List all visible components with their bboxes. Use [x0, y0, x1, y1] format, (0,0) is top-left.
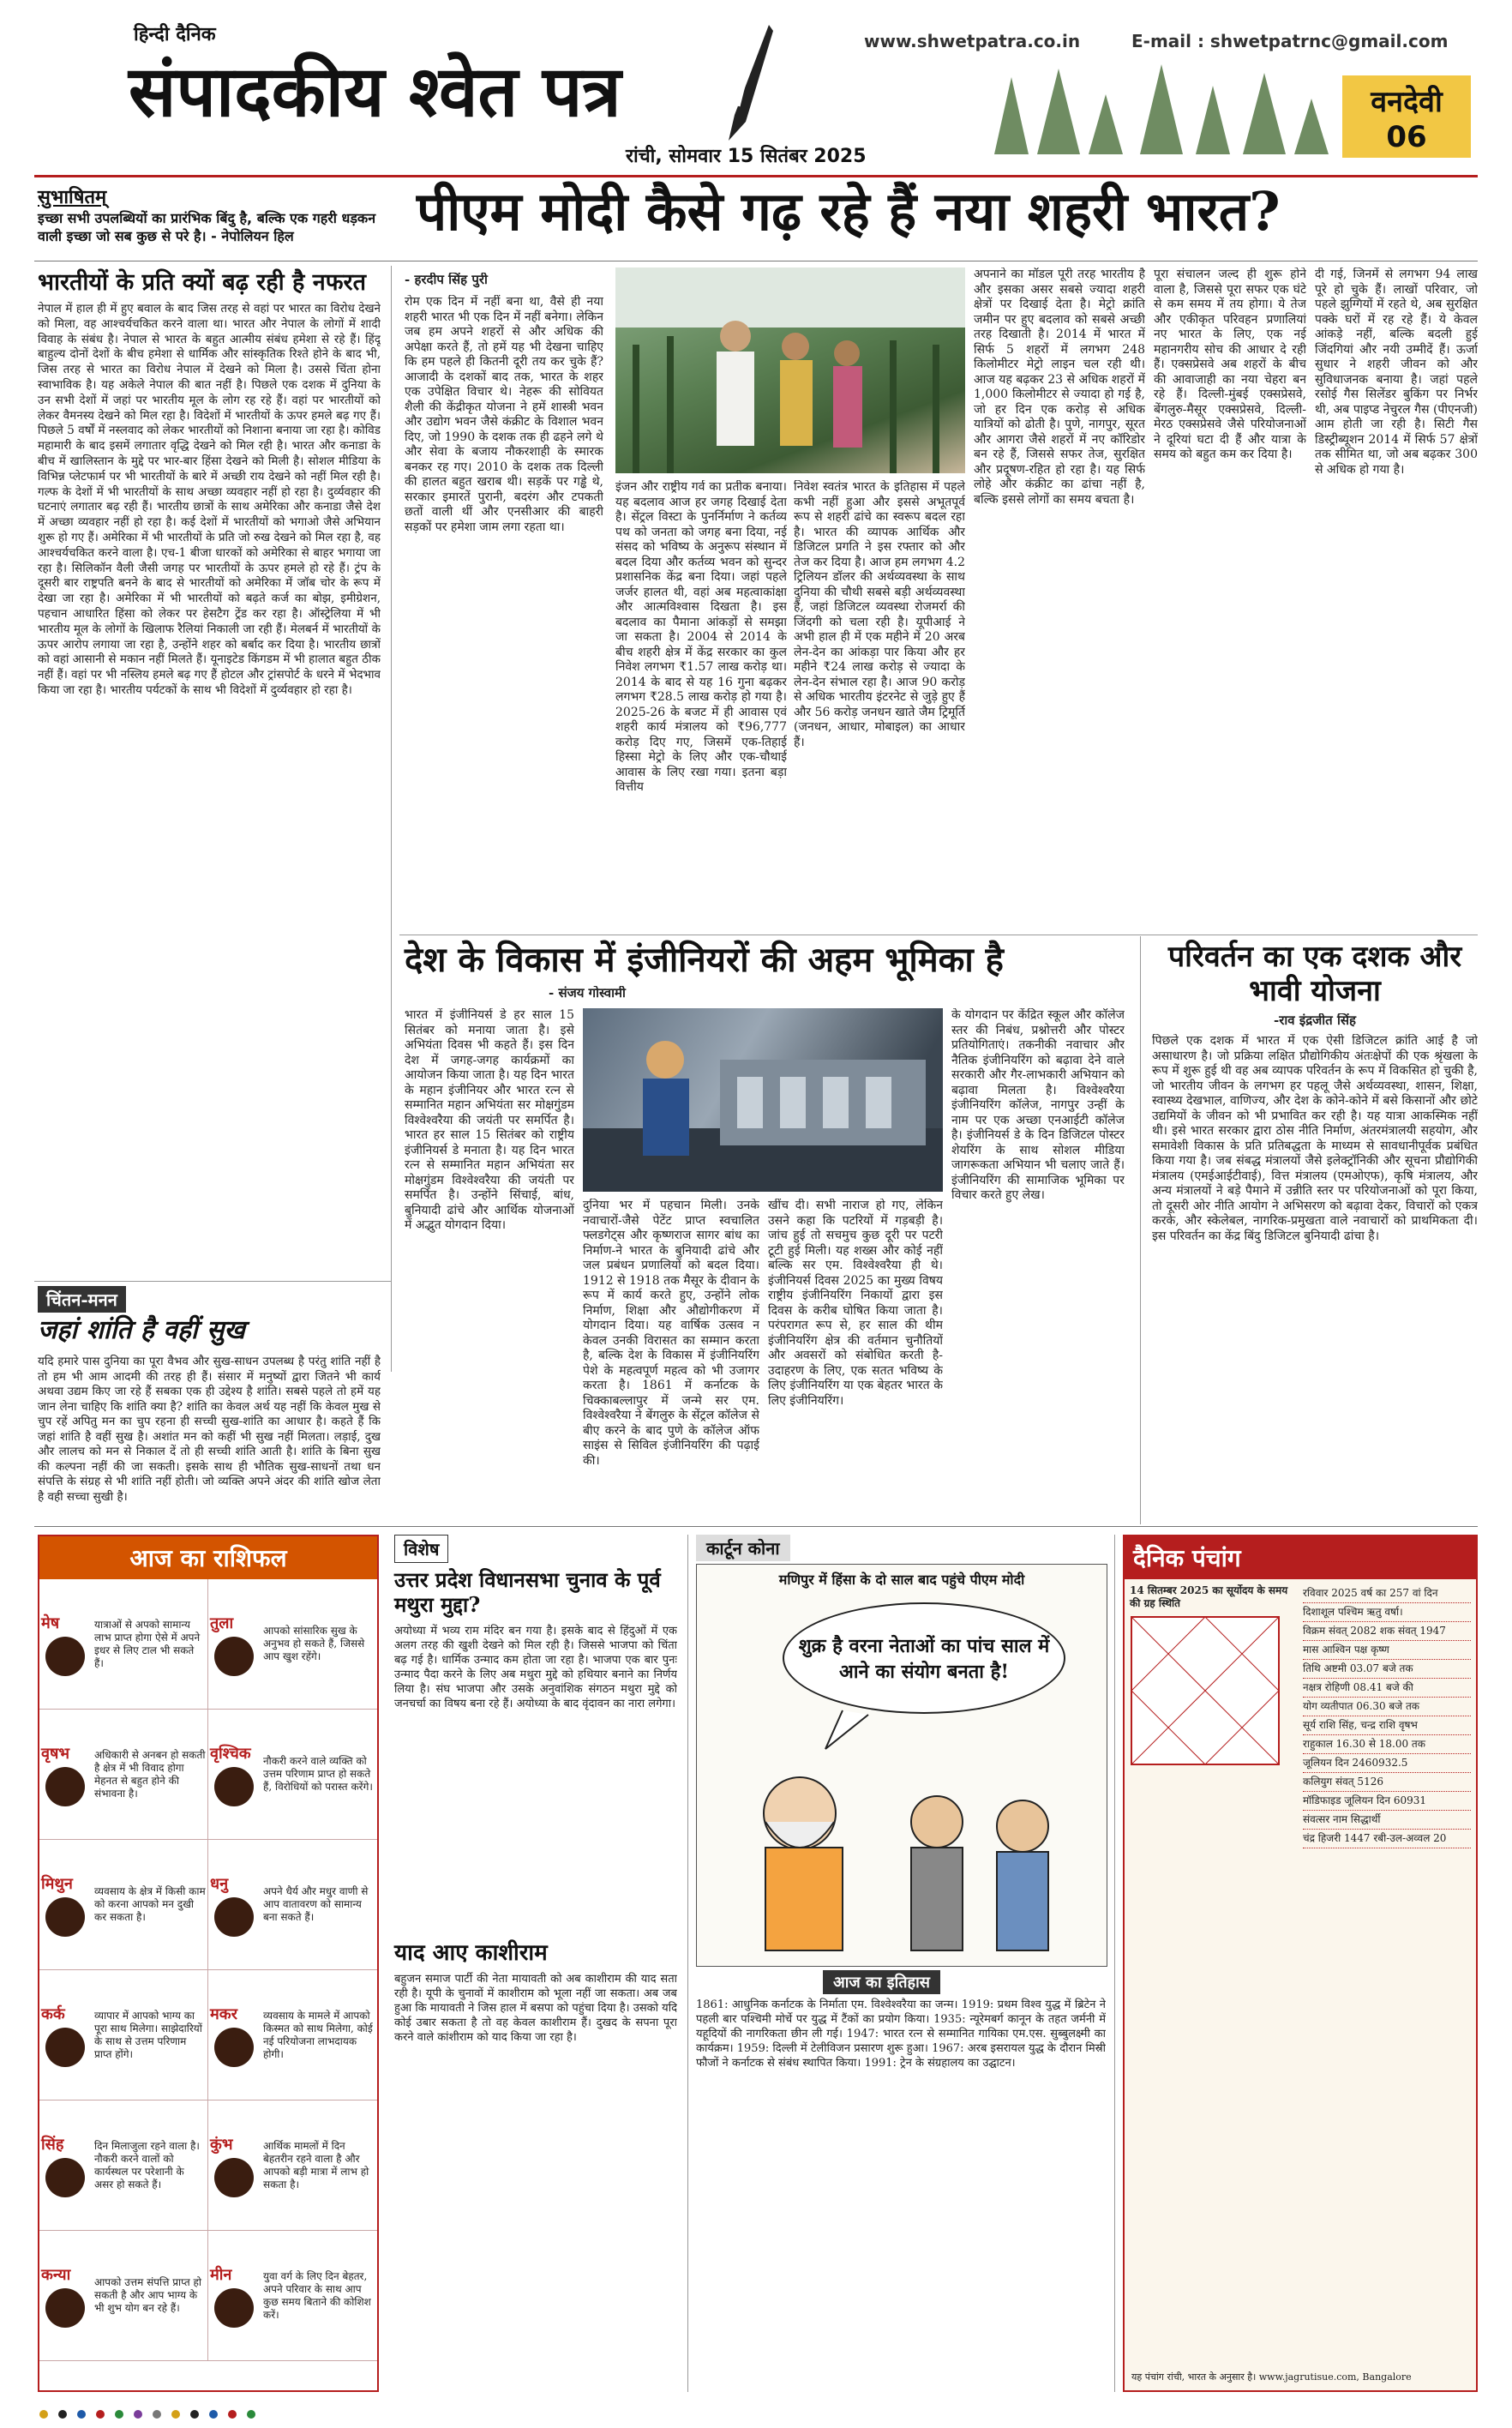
engineers-body-3: खींच दी। सभी नाराज हो गए, लेकिन उसने कहा कि पटरियों में गड़बड़ी है। जांच हुई तो सचमुच कुछ दूरी पर पटरी टूटी हुई मिली। यह शख्स और कोई नहीं बल्कि सर एम. विश्वेश्वरैया ही थे। इंजीनियर्स दिवस 2025 का मुख्य विषय राष्ट्रीय इंजीनियरिंग निकायों द्वारा इस दिवस के करीब घोषित किया जाता है। परंपरागत रूप से, हर साल की थीम इंजीनियरिंग क्षेत्र की वर्तमान चुनौतियों और अवसरों को संबोधित करती है- उदाहरण के लिए, एक सतत भविष्य के लिए इंजीनियरिंग या एक बेहतर भारत के लिए इंजीनियरिंग।: [768, 1199, 943, 1408]
rashi-name: तुला: [210, 1614, 234, 1632]
registration-dot: [190, 2410, 199, 2419]
modi-body-3: निवेश स्वतंत्र भारत के इतिहास में पहले कभी नहीं हुआ और इससे अभूतपूर्व रूप से शहरी ढांचे का स्वरूप बदल रहा है। भारत की व्यापक आर्थिक और डिजिटल प्रगति ने इस रफ्तार को और तेज कर दिया है। आज हम लगभग 4.2 ट्रिलियन डॉलर की अर्थव्यवस्था के साथ दुनिया की चौथी सबसे बड़ी अर्थव्यवस्था हैं, जहां डिजिटल व्यवस्था रोजमर्रा की जिंदगी को चला रही है। यूपीआई ने अभी हाल ही में एक महीने में 20 अरब लेन-देन का आंकड़ा पार किया और हर महीने ₹24 लाख करोड़ से ज्यादा के लेन-देन संभाल रहा है। आज 90 करोड़ से अधिक भारतीय इंटरनेट से जुड़े हुए हैं और 56 करोड़ जनधन खाते जैम ट्रिमूर्ति (जनधन, आधार, मोबाइल) का आधार हैं।: [794, 480, 965, 749]
registration-dot: [171, 2410, 180, 2419]
kanshiram-body: बहुजन समाज पार्टी की नेता मायावती को अब काशीराम की याद सता रही है। यूपी के चुनावों में काशीराम को भूला नहीं जा सकता। अब जब हुआ कि मायावती ने जिस हाल में बसपा को पहुंचा दिया है। उसको यदि कोई उबार सकता है तो वह केवल काशीराम हैं। दुखद के सपना पूरा करने वाले कांशीराम को याद किया जा रहा है।: [394, 1973, 677, 2044]
panchang-footer: यह पंचांग रांची, भारत के अनुसार है। www.jagrutisue.com, Bangalore: [1131, 2371, 1412, 2383]
rashi-item: [208, 1579, 377, 1710]
rashi-text: यात्राओं से अपको सामान्य लाभ प्राप्त होगा ऐसे में अपने इधर से लिए टाल भी सकते हैं।: [94, 1618, 201, 1669]
rashi-name: कर्क: [41, 2004, 65, 2023]
up-body: अयोध्या में भव्य राम मंदिर बन गया है। इसके बाद से हिंदुओं में एक अलग तरह की खुशी देखने को मिल रही है। जिससे भाजपा को चिंता बढ़ गई है। धार्मिक उन्माद कम होता जा रहा है। भाजपा एक बार पुनः उन्माद पैदा करने के लिए अब मथुरा मुद्दे को हथियार बनाने का निर्णय लिया है। संघ भाजपा और उसके अनुवांशिक संगठन मथुरा मुद्दे को जनचर्चा का विषय बना रहे हैं। अयोध्या के बाद वृंदावन का नारा लगेगा।: [394, 1625, 677, 1710]
registration-dot: [58, 2410, 67, 2419]
rashi-text: व्यवसाय के क्षेत्र में किसी काम को करना आपको मन दुखी कर सकता है।: [94, 1885, 206, 1923]
zodiac-icon: [45, 2288, 85, 2328]
horoscope-chart: [1130, 1615, 1281, 1766]
cartoon-panel: [696, 1564, 1107, 1967]
panchang-line: कलियुग संवत् 5126: [1303, 1773, 1471, 1792]
rashi-name: कुंभ: [210, 2135, 233, 2154]
panchang-line: सूर्य राशि सिंह, चन्द्र राशि वृषभ: [1303, 1716, 1471, 1735]
rashifal-box: [38, 1535, 379, 2392]
engineer-photo: [583, 1008, 943, 1192]
rashi-text: अपने धैर्य और मधुर वाणी से आप वातावरण को सामान्य बना सकते हैं।: [263, 1885, 369, 1923]
up-title: उत्तर प्रदेश विधानसभा चुनाव के पूर्व मथुरा मुद्दा?: [394, 1567, 661, 1617]
rashi-text: युवा वर्ग के लिए दिन बेहतर, अपने परिवार के साथ आप कुछ समय बिताने की कोशिश करें।: [263, 2269, 371, 2321]
rashi-name: कन्या: [41, 2265, 71, 2284]
zodiac-icon: [45, 1767, 85, 1806]
section-badge: [1342, 75, 1471, 158]
modi-body-6: दी गई, जिनमें से लगभग 94 लाख पूरे हो चुके हैं। लाखों परिवार, जो पहले झुग्गियों में रहते थे, अब सुरक्षित पक्के घरों में रह रहे हैं। ये केवल आंकड़े नहीं, बल्कि बदली हुई जिंदगियां और नयी उम्मीदें हैं। ऊर्जा सुधार ने शहरी जीवन को और सुविधाजनक बनाया है। जहां पहले रसोई गैस सिलेंडर बुकिंग पर निर्भर थी, अब पाइप्ड नेचुरल गैस (पीएनजी) आम होती जा रही है। सिटी गैस डिस्ट्रीब्यूशन 2014 में सिर्फ 57 क्षेत्रों तक सीमित था, जो अब बढ़कर 300 से अधिक हो गया है।: [1315, 267, 1478, 477]
rashi-name: वृषभ: [41, 1744, 70, 1763]
registration-dot: [134, 2410, 142, 2419]
panchang-line: रविवार 2025 वर्ष का 257 वां दिन: [1303, 1584, 1471, 1603]
cartoon-caption: मणिपुर में हिंसा के दो साल बाद पहुंचे पीएम मोदी: [778, 1572, 1025, 1588]
zodiac-icon: [214, 2028, 254, 2067]
rashi-item: [39, 1710, 208, 1840]
rashi-item: [208, 2100, 377, 2231]
rashi-text: दिन मिलाजुला रहने वाला है। नौकरी करने वालों को कार्यस्थल पर परेशानी के असर हो सकते हैं।: [94, 2139, 200, 2191]
peace-body: यदि हमारे पास दुनिया का पूरा वैभव और सुख-साधन उपलब्ध है परंतु शांति नहीं है तो हम भी आम आदमी की तरह ही हैं। संसार में मनुष्यों द्वारा जितने भी कार्य अथवा उद्यम किए जा रहे हैं सबका एक ही उद्देश्य है शांति। सबसे पहले तो हमें यह जान लेना चाहिए कि शांति क्या है? शांति का केवल अर्थ यह नहीं कि केवल मुख से चुप रहें अपितु मन का चुप रहना ही सच्ची सुख-शांति का आधार है। कहते हैं कि जहां शांति है वहीं सुख है। अशांत मन को कहीं भी सुख नहीं मिलता। लड़ाई, दुख और लालच को मन से निकाल दें तो ही सच्ची शांति आती है। शांति के बिना सुख की कल्पना नहीं की जा सकती। इसके साथ ही भौतिक सुख-साधनों तथा धन संपत्ति के संग्रह से भी शांति नहीं होती। जो व्यक्ति अपने अंदर की शांति खोज लेता है वही सच्चा सुखी है।: [38, 1355, 381, 1504]
rashi-name: मिथुन: [41, 1874, 73, 1893]
rashi-item: [39, 1840, 208, 1970]
registration-dot: [247, 2410, 255, 2419]
panchang-line: मॉडिफाइड जूलियन दिन 60931: [1303, 1792, 1471, 1811]
panchang-line: राहुकाल 16.30 से 18.00 तक: [1303, 1735, 1471, 1754]
history-body: 1861: आधुनिक कर्नाटक के निर्माता एम. विश्वेश्वरैया का जन्म। 1919: प्रथम विश्व युद्ध में ब्रिटेन ने पहली बार पश्चिमी मोर्चे पर युद्ध में टैंकों का प्रयोग किया। 1935: न्यूरेमबर्ग कानून के तहत जर्मनी में यहूदियों की नागरिकता छीन ली गई। 1947: भारत रत्न से सम्मानित गायिका एम.एस. सुब्बुलक्ष्मी का कार्यक्रम। 1959: दिल्ली में टेलीविजन प्रसारण शुरू हुआ। 1967: अरब इसरायल युद्ध के दौरान मिस्री फौजों ने कर्नाटक से संबंध स्थापित किया। 1991: ट्रेन के संग्रहालय का उद्घाटन।: [696, 1998, 1106, 2070]
zodiac-icon: [45, 1637, 85, 1676]
rashi-item: [39, 1970, 208, 2100]
engineers-title: देश के विकास में इंजीनियरों की अहम भूमिका है: [405, 940, 1004, 980]
rashi-text: आपको सांसारिक सुख के अनुभव हो सकते हैं, जिससे आप खुश रहेंगे।: [263, 1625, 365, 1662]
rashi-name: सिंह: [41, 2135, 64, 2154]
rashi-item: [39, 1579, 208, 1710]
panchang-line: नक्षत्र रोहिणी 08.41 बजे की: [1303, 1679, 1471, 1698]
panchang-line: जूलियन दिन 2460932.5: [1303, 1754, 1471, 1773]
panchang-line: चंद्र हिजरी 1447 रबी-उल-अव्वल 20: [1303, 1830, 1471, 1848]
dateline: रांची, सोमवार 15 सितंबर 2025: [626, 146, 867, 167]
section-name: वनदेवी: [1371, 85, 1443, 119]
chart-caption: 14 सितम्बर 2025 का सूर्योदय के समय की ग्रह स्थिति: [1130, 1584, 1288, 1609]
email-link[interactable]: E-mail : shwetpatrnc@gmail.com: [1131, 31, 1449, 51]
rashi-item: [208, 1710, 377, 1840]
rashi-text: आर्थिक मामलों में दिन बेहतरीन रहने वाला है और आपको बड़ी मात्रा में लाभ हो सकता है।: [263, 2139, 369, 2191]
decade-body: पिछले एक दशक में भारत में एक ऐसी डिजिटल क्रांति आई है जो असाधारण है। जो प्रक्रिया लक्षित प्रौद्योगिकीय अंतःक्षेपों की एक श्रृंखला के रूप में शुरू हुई थी वह अब व्यापक परिवर्तन के रूप में विकसित हो चुकी है, जो भारतीय जीवन के लगभग हर पहलू जैसे अर्थव्यवस्था, शासन, शिक्षा, स्वास्थ्य देखभाल, वाणिज्य, और देश के कोने-कोने में बसे किसानों और छोटे उद्यमियों के जीवन को भी प्रभावित कर रही है। यह यात्रा आकस्मिक नहीं थी। इसे भारत सरकार द्वारा ठोस नीति निर्माण, अंतरमंत्रालयी सहयोग, और समावेशी विकास के प्रति प्रतिबद्धता के माध्यम से सावधानीपूर्वक प्रबंधित किया गया है। जब संबद्ध मंत्रालयों जैसे इलेक्ट्रॉनिकी और सूचना प्रौद्योगिकी मंत्रालय (एमईआईटीवाई), वित्त मंत्रालय (एमओएफ), कृषि मंत्रालय, और अन्य मंत्रालयों ने बड़े पैमाने में उन्नीति स्तर पर परियोजनाओं को पूरा किया, तो दूसरी ओर नीति आयोग ने अभिसरण को बढ़ावा देकर, विचारों को एकत्र करके, और स्केलेबल, नागरिक-प्रमुखता वाले नवाचारों को प्राथमिकता दी। इस परिवर्तन का केंद्र बिंदु डिजिटल बुनियादी ढांचा है।: [1152, 1034, 1478, 1243]
panchang-line: योग व्यतीपात 06.30 बजे तक: [1303, 1698, 1471, 1716]
zodiac-icon: [214, 2158, 254, 2197]
pm-field-photo: [615, 267, 965, 473]
registration-dot: [115, 2410, 123, 2419]
panchang-title: दैनिक पंचांग: [1125, 1536, 1476, 1579]
rashi-name: वृश्चिक: [210, 1744, 251, 1763]
decade-title: परिवर्तन का एक दशक और भावी योजना: [1167, 940, 1462, 1008]
speech-bubble: शुक्र है वरना नेताओं का पांच साल में आने का संयोग बनता है!: [783, 1602, 1065, 1714]
special-label: विशेष: [394, 1535, 448, 1563]
registration-dot: [209, 2410, 218, 2419]
decade-author: -राव इंद्रजीत सिंह: [1274, 1013, 1356, 1028]
engineers-body-2: दुनिया भर में पहचान मिली। उनके नवाचारों-जैसे पेटेंट प्राप्त स्वचालित फ्लडगेट्स और कृष्णराज सागर बांध का निर्माण-ने भारत के बुनियादी ढांचे और जल प्रबंधन प्रणालियों को बदल दिया। 1912 से 1918 तक मैसूर के दीवान के रूप में कार्य करते हुए, उन्होंने लोक निर्माण, शिक्षा और औद्योगीकरण में योगदान दिया। यह वार्षिक उत्सव न केवल उनकी विरासत का सम्मान करता है, बल्कि देश के विकास में इंजीनियरिंग पेशे के महत्वपूर्ण महत्व को भी उजागर करता है। 1861 में कर्नाटक के चिक्काबल्लापुर में जन्मे सर एम. विश्वेश्वरैया ने बेंगलुरु के सेंट्रल कॉलेज से बीए करने के बाद पुणे के कॉलेज ऑफ साइंस से सिविल इंजीनियरिंग की पढ़ाई की।: [583, 1199, 759, 1468]
website-link[interactable]: www.shwetpatra.co.in: [864, 31, 1081, 51]
panchang-line: तिथि अष्टमी 03.07 बजे तक: [1303, 1660, 1471, 1679]
brand-label: हिन्दी दैनिक: [134, 24, 216, 45]
panchang-line: मास आश्विन पक्ष कृष्ण: [1303, 1641, 1471, 1660]
panchang-line: संवत्सर नाम सिद्धार्थी: [1303, 1811, 1471, 1830]
rashifal-title: आज का राशिफल: [39, 1536, 377, 1579]
cartoon-label: कार्टून कोना: [696, 1535, 790, 1561]
page-number: 06: [1386, 120, 1427, 154]
rashi-name: धनु: [210, 1874, 229, 1893]
lead-headline: पीएम मोदी कैसे गढ़ रहे हैं नया शहरी भारत?: [417, 180, 1281, 243]
rashi-item: [208, 2231, 377, 2361]
zodiac-icon: [45, 1897, 85, 1937]
rashi-name: मकर: [210, 2004, 237, 2023]
rashi-name: मेष: [41, 1614, 60, 1632]
zodiac-icon: [214, 1767, 254, 1806]
subhashitam-label: सुभाषितम्: [38, 187, 107, 208]
panchang-line: दिशाशूल पश्चिम ऋतु वर्षा।: [1303, 1603, 1471, 1622]
modi-body-1: रोम एक दिन में नहीं बना था, वैसे ही नया शहरी भारत भी एक दिन में नहीं बनेगा। लेकिन जब हम अपने शहरों से और अधिक की अपेक्षा करते हैं, तो हमें यह भी देखना चाहिए कि हम पहले ही कितनी दूरी तय कर चुके हैं? आजादी के दशकों बाद तक, भारत के शहर एक उपेक्षित विचार थे। नेहरू की सोवियत शैली की केंद्रीकृत योजना ने हमें शास्त्री भवन और उद्योग भवन जैसे कंक्रीट के विशाल भवन दिए, जो 1990 के दशक तक ही ढहने लगे थे और सेवा के बजाय नौकरशाही के स्मारक बनकर रह गए। 2010 के दशक तक दिल्ली की हालत बहुत खराब थी। सड़कें पर गड्ढे थे, सरकार इमारतें पुरानी, बदरंग और टपकती छतों वाली थीं और एनसीआर की बाहरी सड़कों पर हमेशा जाम लगा रहता था।: [405, 295, 603, 534]
rashi-item: [39, 2100, 208, 2231]
zodiac-icon: [214, 1637, 254, 1676]
rashi-text: व्यवसाय के मामले में आपको किस्मत को साथ मिलेगा, कोई नई परियोजना लाभदायक होगी।: [263, 2009, 373, 2060]
registration-dot: [39, 2410, 48, 2419]
hatred-body: नेपाल में हाल ही में हुए बवाल के बाद जिस तरह से वहां पर भारत का विरोध देखने को मिला, वह आश्चर्यचकित करने वाला था। भारत और नेपाल के लोगों में शादी विवाह के संबंध है। नेपाल से भारत के बहुत आत्मीय संबंध हमेशा से रहे हैं। हिंदू बाहुल्य दोनों देशों के बीच हमेशा से धार्मिक और सांस्कृतिक रिश्ते होने के बाद भी, जिस तरह से भारत का विरोध नेपाल में देखने को मिला है। उससे चिंता होना स्वाभाविक है। यह अकेले नेपाल की बात नहीं है। पिछले एक दशक में दुनिया के उन सभी देशों में जहां पर भारतीय मूल के लोग रह रहे हैं। वहां पर भारतीयों को लेकर वैमनस्य देखने को मिल रहा है। विदेशों में भारतीयों के ऊपर हमले बढ़ गए हैं। पिछले 5 वर्षों में नस्लवाद को लेकर भारतीयों को निशाना बनाया जा रहा है। कोविड महामारी के बाद इसमें लगातार वृद्धि देखने को मिल रही है। भारत और कनाडा के बीच में खालिस्तान के मुद्दे पर भार-बार हिंसा देखने को मिली है। सोशल मीडिया के विभिन्न प्लेटफार्म पर भी भारतीयों के बारे में अच्छी राय देखने को नहीं मिल रही है। गल्फ के देशों में भी भारतीयों के साथ अच्छा व्यवहार नहीं हो रहा है। दुर्व्यवहार की घटनाएं लगातार बढ़ रही हैं। भारतीय छात्रों के साथ अमेरिका और कनाडा जैसे देश में अच्छा व्यवहार नहीं हो रहा है। कई देशों में भारतीयों को भगाओ जैसे अभियान शुरू हो गए हैं। अमेरिका में भी भारतीयों के प्रति जो रुख देखने को मिल रहा है, वह आश्चर्यचकित करने वाला है। एच-1 बीजा धारकों को अमेरिका से बाहर भगाया जा रहा है। सिलिकॉन वैली जैसी जगह पर भारतीयों के ऊपर हमले हो रहे हैं। ट्रंप के दूसरी बार राष्ट्रपति बनने के बाद से भारतीयों को अमेरिका में जॉब चोर के रूप में देखा जा रहा है। अमेरिका में भी भारतीयों को बढ़ते कर्ज का बोझ, इमीग्रेशन, पहचान आधारित हिंसा को लेकर पर हेसटैग ट्रेंड कर रहा है। ऑस्ट्रेलिया में भी भारतीय मूल के लोगों के खिलाफ रैलियां निकाली जा रही हैं। मेलबर्न में भारतीयों के ऊपर आरोप लगाया जा रहा है, उन्होंने शहर को बर्बाद कर दिया है। भारतीय छात्रों को वहां आसानी से मकान नहीं मिलते हैं। यूनाइटेड किंगडम में भी हालात बहुत ठीक नहीं हैं। वहां पर भी नस्लिय हमले बढ़ गए हैं होटल और ट्रांसपोर्ट के धरने में भेदभाव किया जा रहा है। भारतीय पर्यटकों के साथ भी विदेशों में दुर्व्यवहार हो रहा है।: [38, 302, 381, 697]
kanshiram-title: याद आए काशीराम: [394, 1940, 548, 1966]
rashi-item: [39, 2231, 208, 2361]
registration-dot: [228, 2410, 237, 2419]
hatred-title: भारतीयों के प्रति क्यों बढ़ रही है नफरत: [38, 269, 366, 296]
zodiac-icon: [214, 2288, 254, 2328]
zodiac-icon: [45, 2158, 85, 2197]
registration-dot: [77, 2410, 86, 2419]
engineers-body-1: भारत में इंजीनियर्स डे हर साल 15 सितंबर को मनाया जाता है। इसे अभियंता दिवस भी कहते हैं। इस दिन देश में जगह-जगह कार्यक्रमों का आयोजन किया जाता है। यह दिन भारत के महान इंजीनियर और भारत रत्न से सम्मानित महान अभियंता सर मोक्षगुंडम विश्वेश्वरैया की जयंती पर समर्पित है। भारत हर साल 15 सितंबर को राष्ट्रीय इंजीनियर्स डे मनाता है। यह दिन भारत रत्न से सम्मानित महान अभियंता सर मोक्षगुंडम विश्वेश्वरैया की जयंती पर समर्पित है। उन्होंने सिंचाई, बांध, बुनियादी ढांचे और आर्थिक योजनाओं में अद्भुत योगदान दिया।: [405, 1008, 574, 1232]
modi-author: - हरदीप सिंह पुरी: [405, 273, 488, 287]
rashi-text: व्यापार में आपको भाग्य का पूरा साथ मिलेगा। साझेदारियों के साथ से उत्तम परिणाम प्राप्त होंगे।: [94, 2009, 202, 2060]
peace-label: चिंतन-मनन: [38, 1286, 126, 1313]
trees-illustration: [977, 60, 1337, 154]
modi-body-4: अपनाने का मॉडल पूरी तरह भारतीय है और इसका असर सबसे ज्यादा शहरी क्षेत्रों पर दिखाई देता है। मेट्रो क्रांति जमीन पर हुए बदलाव को सबसे अच्छी तरह दिखाती है। 2014 में भारत में सिर्फ 5 शहरों में लगभग 248 किलोमीटर मेट्रो लाइन चल रही थी। आज यह बढ़कर 23 से अधिक शहरों में 1,000 किलोमीटर से ज्यादा हो गई है, जो हर दिन एक करोड़ से अधिक यात्रियों को ढोती है। पुणे, नागपुर, सूरत और आगरा जैसे शहरों में नए कॉरिडोर बन रहे हैं, जिससे सफर तेज, सुरक्षित और प्रदूषण-रहित हो रहा है। यह सिर्फ लोहे और कंक्रीट का ढांचा नहीं है, बल्कि इससे लोगों का समय बचता है।: [974, 267, 1145, 507]
rashi-item: [208, 1840, 377, 1970]
rashi-name: मीन: [210, 2265, 232, 2284]
registration-dot: [153, 2410, 161, 2419]
zodiac-icon: [45, 2028, 85, 2067]
modi-body-5: पूरा संचालन जल्द ही शुरू होने वाला है, जिससे पूरा सफर एक घंटे से कम समय में तय होगा। ये तेज और एकीकृत परिवहन प्रणालियां नए भारत के लिए, एक नई महानगरीय सोच की आधार दे रही हैं। एक्सप्रेसवे अब शहरों के बीच की आवाजाही का नया चेहरा बन रहे हैं। दिल्ली-मुंबई एक्सप्रेसवे, बेंगलुरु-मैसूर एक्सप्रेसवे, दिल्ली-मेरठ एक्सप्रेसवे जैसे परियोजनाओं ने दूरियां घटा दी हैं और यात्रा के समय को बहुत कम कर दिया है।: [1154, 267, 1306, 461]
registration-dot: [96, 2410, 105, 2419]
pen-nib-icon: [722, 21, 773, 149]
engineers-author: - संजय गोस्वामी: [549, 986, 626, 1001]
rashi-text: नौकरी करने वाले व्यक्ति को उत्तम परिणाम प्राप्त हो सकते हैं, विरोधियों को परास्त करेंगे।: [263, 1755, 373, 1793]
zodiac-icon: [214, 1897, 254, 1937]
subhashitam-quote: इच्छा सभी उपलब्धियों का प्रारंभिक बिंदु है, बल्कि एक गहरी धड़कन वाली इच्छा जो सब कुछ से परे है। - नेपोलियन हिल: [38, 210, 376, 244]
panchang-line: विक्रम संवत् 2082 शक संवत् 1947: [1303, 1622, 1471, 1641]
color-registration-dots: [34, 2406, 1478, 2422]
peace-title: जहां शांति है वहीं सुख: [38, 1315, 245, 1345]
engineers-body-4: के योगदान पर केंद्रित स्कूल और कॉलेज स्तर की निबंध, प्रश्नोत्तरी और पोस्टर प्रतियोगिताएं। तकनीकी नवाचार और नैतिक इंजीनियरिंग को बढ़ावा देने वाले सरकारी और गैर-लाभकारी अभियान को बढ़ावा मिलता है। विश्वेश्वरैया इंजीनियरिंग कॉलेज, नागपुर उन्हीं के नाम पर एक अच्छा एनआईटी कॉलेज है। इंजीनियर्स डे के दिन डिजिटल पोस्टर शेयरिंग के साथ सोशल मीडिया जागरूकता अभियान भी चलाए जाते हैं। इंजीनियरिंग की सामाजिक भूमिका पर विचार करते हुए लेख।: [951, 1008, 1125, 1202]
rashi-item: [208, 1970, 377, 2100]
rashi-text: आपको उत्तम संपत्ति प्राप्त हो सकती है और आप भाग्य के भी शुभ योग बन रहे हैं।: [94, 2276, 201, 2314]
newspaper-title: संपादकीय श्वेत पत्र: [129, 51, 621, 133]
modi-body-2: इंजन और राष्ट्रीय गर्व का प्रतीक बनाया। यह बदलाव आज हर जगह दिखाई देता है। सेंट्रल विस्टा के पुनर्निर्माण ने कर्तव्य पथ को जनता को जगह बना दिया, नई संसद को भविष्य के अनुरूप संस्थान में बदल दिया और कर्तव्य भवन को सुन्दर प्रशासनिक केंद्र बना दिया। जहां पहले जर्जर हालत थी, वहां अब महत्वाकांक्षा और आत्मविश्वास दिखता है। इस बदलाव का पैमाना आंकड़ों से समझा जा सकता है। 2004 से 2014 के बीच शहरी क्षेत्र में केंद्र सरकार का कुल निवेश लगभग ₹1.57 लाख करोड़ था। 2014 के बाद से यह 16 गुना बढ़कर लगभग ₹28.5 लाख करोड़ हो गया है। 2025-26 के बजट में ही आवास एवं शहरी कार्य मंत्रालय को ₹96,777 करोड़ दिए गए, जिसमें एक-तिहाई हिस्सा मेट्रो के लिए और एक-चौथाई आवास के लिए रखा गया। इतना बड़ा वित्तीय: [615, 480, 787, 794]
history-label: आज का इतिहास: [823, 1970, 940, 1994]
panchang-box: [1123, 1535, 1478, 2392]
rashi-text: अधिकारी से अनबन हो सकती है क्षेत्र में भी विवाद होगा मेहनत से बहुत होने की संभावना है।: [94, 1748, 206, 1800]
masthead-rule: [34, 175, 1478, 177]
